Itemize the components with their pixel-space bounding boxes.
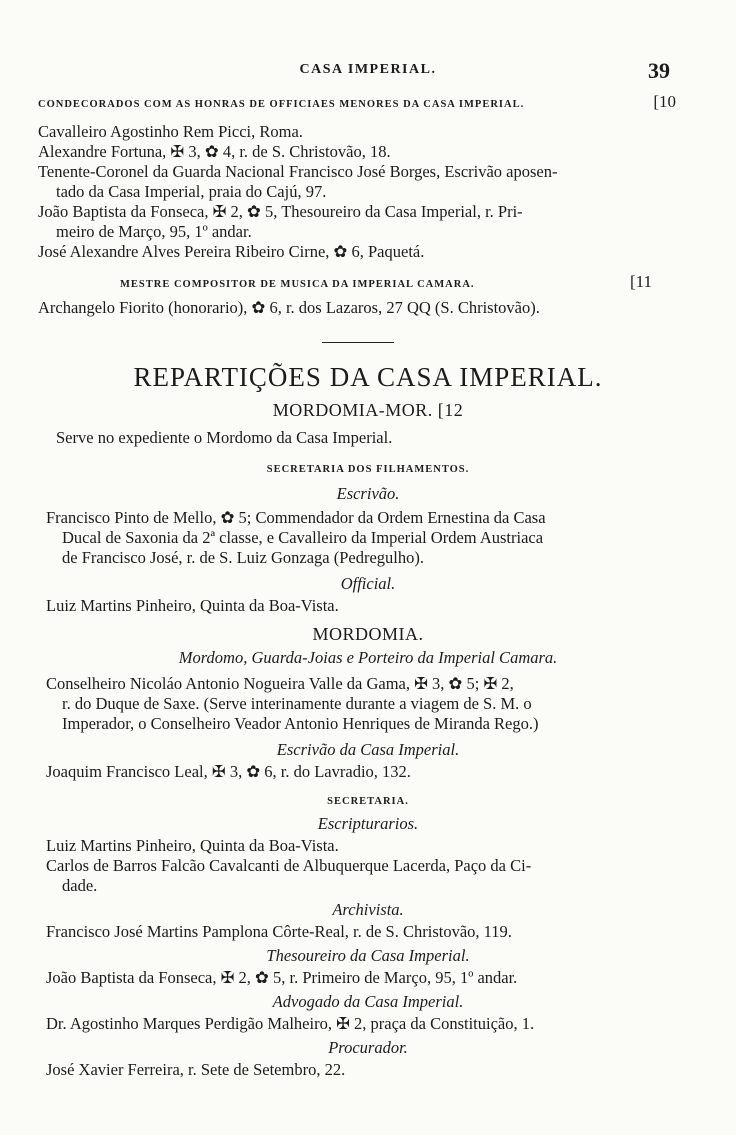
entry-line: de Francisco José, r. de S. Luiz Gonzaga (Pedregulho). bbox=[62, 548, 424, 567]
entry-line: Imperador, o Conselheiro Veador Antonio Henriques de Miranda Rego.) bbox=[62, 714, 539, 733]
entry-line: Francisco José Martins Pamplona Côrte-Real, r. de S. Christovão, 119. bbox=[46, 922, 512, 941]
escrivao-label: Escrivão. bbox=[336, 484, 400, 503]
entry-line: Alexandre Fortuna, ✠ 3, ✿ 4, r. de S. Christovão, 18. bbox=[38, 142, 391, 161]
advogado-label: Advogado da Casa Imperial. bbox=[272, 992, 464, 1011]
official-label: Official. bbox=[340, 574, 396, 593]
section1-heading: CONDECORADOS COM AS HONRAS DE OFFICIAES MENORES DA CASA IMPERIAL. bbox=[38, 99, 525, 110]
entry-line: João Baptista da Fonseca, ✠ 2, ✿ 5, r. Primeiro de Março, 95, 1º andar. bbox=[46, 968, 518, 987]
entry-line: Tenente-Coronel da Guarda Nacional Francisco José Borges, Escrivão aposen- bbox=[38, 162, 558, 181]
entry-line: meiro de Março, 95, 1º andar. bbox=[56, 222, 252, 241]
mordomia-title: MORDOMIA. bbox=[312, 624, 424, 644]
thesoureiro-label: Thesoureiro da Casa Imperial. bbox=[266, 946, 470, 965]
entry-line: Conselheiro Nicoláo Antonio Nogueira Valle da Gama, ✠ 3, ✿ 5; ✠ 2, bbox=[46, 674, 514, 693]
secretaria-heading: SECRETARIA. bbox=[327, 796, 409, 807]
entry-line: Dr. Agostinho Marques Perdigão Malheiro, ✠ 2, praça da Constituição, 1. bbox=[46, 1014, 535, 1033]
entry-line: Carlos de Barros Falcão Cavalcanti de Albuquerque Lacerda, Paço da Ci- bbox=[46, 856, 532, 875]
entry-line: Francisco Pinto de Mello, ✿ 5; Commendador da Ordem Ernestina da Casa bbox=[46, 508, 546, 527]
entry-line: João Baptista da Fonseca, ✠ 2, ✿ 5, Thesoureiro da Casa Imperial, r. Pri- bbox=[38, 202, 523, 221]
page-number: 39 bbox=[648, 58, 670, 83]
mordomia-mor-intro: Serve no expediente o Mordomo da Casa Imperial. bbox=[56, 428, 393, 447]
page-header-title: CASA IMPERIAL. bbox=[299, 62, 437, 77]
secretaria-filhamentos-heading: SECRETARIA DOS FILHAMENTOS. bbox=[266, 464, 470, 475]
escripturarios-label: Escripturarios. bbox=[317, 814, 419, 833]
archivista-label: Archivista. bbox=[332, 900, 404, 919]
entry-line: Luiz Martins Pinheiro, Quinta da Boa-Vista. bbox=[46, 596, 339, 615]
procurador-label: Procurador. bbox=[328, 1038, 408, 1057]
section1-ref: [10 bbox=[653, 92, 676, 111]
entry-line: José Alexandre Alves Pereira Ribeiro Cirne, ✿ 6, Paquetá. bbox=[38, 242, 425, 261]
section2-heading: MESTRE COMPOSITOR DE MUSICA DA IMPERIAL CAMARA. bbox=[120, 279, 475, 290]
section1-heading-row bbox=[0, 92, 736, 115]
mordomia-mor-title: MORDOMIA-MOR. [12 bbox=[272, 400, 464, 420]
section2-ref: [11 bbox=[629, 272, 652, 291]
main-title: REPARTIÇÕES DA CASA IMPERIAL. bbox=[133, 362, 603, 392]
escrivao-casa-label: Escrivão da Casa Imperial. bbox=[276, 740, 460, 759]
mordomia-subtitle: Mordomo, Guarda-Joias e Porteiro da Imperial Camara. bbox=[178, 648, 558, 667]
entry-line: dade. bbox=[62, 876, 98, 895]
entry-line: r. do Duque de Saxe. (Serve interinamente durante a viagem de S. M. o bbox=[62, 694, 532, 713]
entry-line: Joaquim Francisco Leal, ✠ 3, ✿ 6, r. do Lavradio, 132. bbox=[46, 762, 411, 781]
entry-line: Cavalleiro Agostinho Rem Picci, Roma. bbox=[38, 122, 303, 141]
divider-rule bbox=[322, 342, 394, 343]
entry-line: Luiz Martins Pinheiro, Quinta da Boa-Vista. bbox=[46, 836, 339, 855]
entry-line: Ducal de Saxonia da 2ª classe, e Cavalleiro da Imperial Ordem Austriaca bbox=[62, 528, 544, 547]
section2-heading-row bbox=[0, 272, 736, 295]
entry-line: José Xavier Ferreira, r. Sete de Setembro, 22. bbox=[46, 1060, 346, 1079]
entry-line: tado da Casa Imperial, praia do Cajú, 97. bbox=[56, 182, 327, 201]
entry-line: Archangelo Fiorito (honorario), ✿ 6, r. dos Lazaros, 27 QQ (S. Christovão). bbox=[38, 298, 540, 317]
